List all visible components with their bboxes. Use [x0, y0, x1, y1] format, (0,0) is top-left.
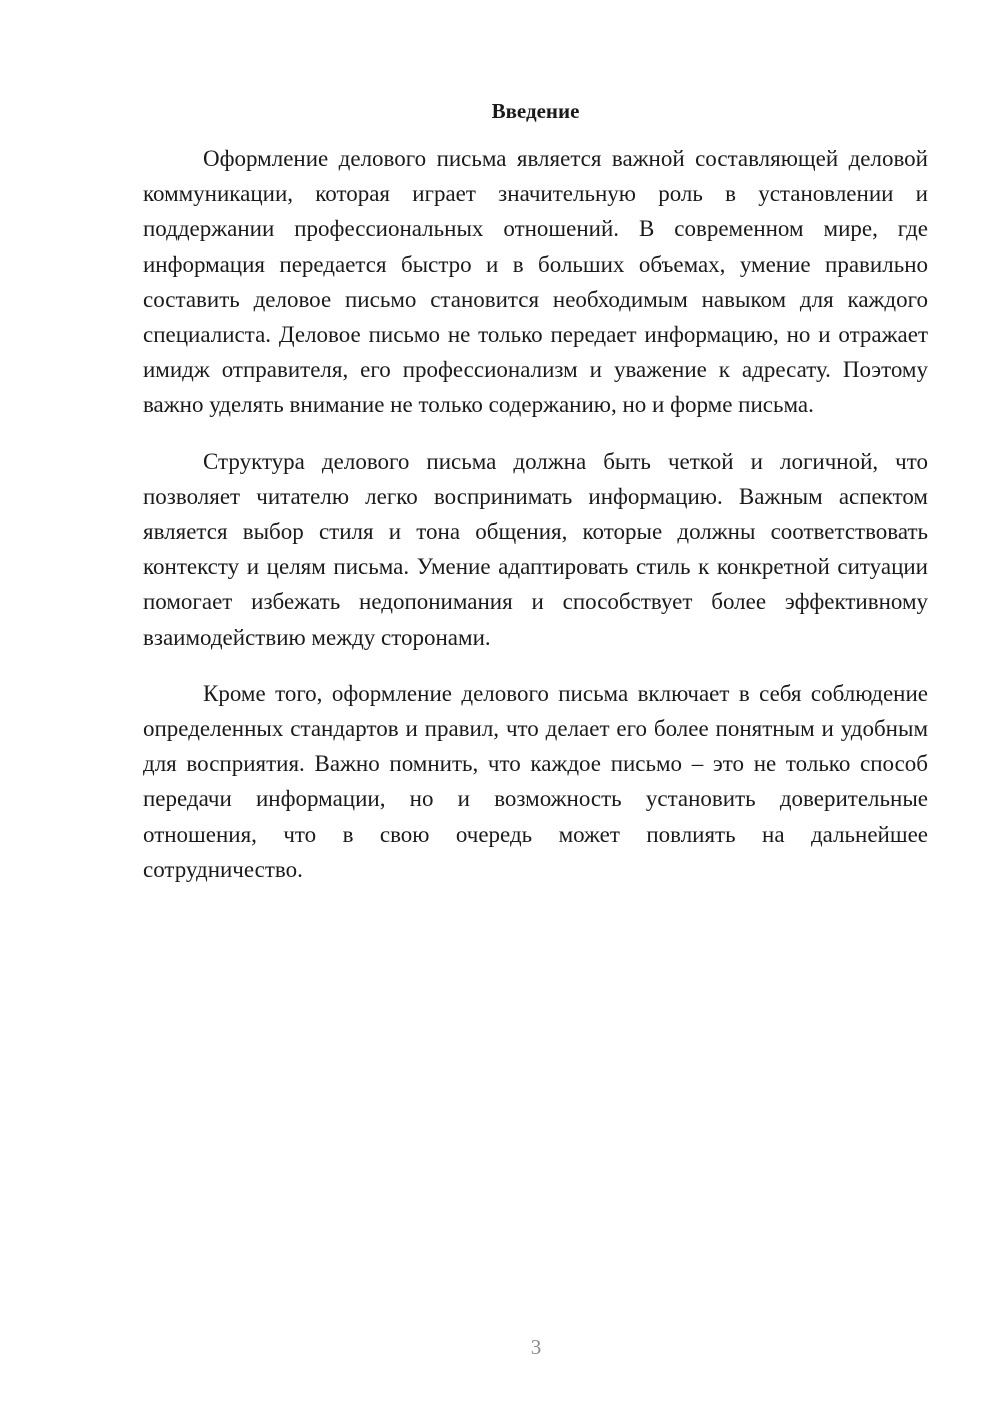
paragraph-3: Кроме того, оформление делового письма включает в себя соблюдение определенных стандартов и правил, что делает его более понятным и удобным для восприятия. Важно помнить, что каждое письмо – это не только способ передачи информации, но и возможность установить доверительные отношения, что в свою очередь может повлиять на дальнейшее сотрудничество.: [143, 680, 928, 882]
page-number: 3: [530, 1335, 542, 1359]
paragraph-2: Структура делового письма должна быть четкой и логичной, что позволяет читателю легко воспринимать информацию. Важным аспектом является выбор стиля и тона общения, которые должны соответствовать контексту и целям письма. Умение адаптировать стиль к конкретной ситуации помогает избежать недопонимания и способствует более эффективному взаимодействию между сторонами.: [143, 448, 928, 650]
body-text: [143, 141, 928, 908]
paragraph-1: Оформление делового письма является важной составляющей деловой коммуникации, которая играет значительную роль в установлении и поддержании профессиональных отношений. В современном мире, где информация передается быстро и в больших объемах, умение правильно составить деловое письмо становится необходимым навыком для каждого специалиста. Деловое письмо не только передает информацию, но и отражает имидж отправителя, его профессионализм и уважение к адресату. Поэтому важно уделять внимание не только содержанию, но и форме письма.: [143, 146, 928, 418]
section-heading: Введение: [491, 99, 580, 123]
